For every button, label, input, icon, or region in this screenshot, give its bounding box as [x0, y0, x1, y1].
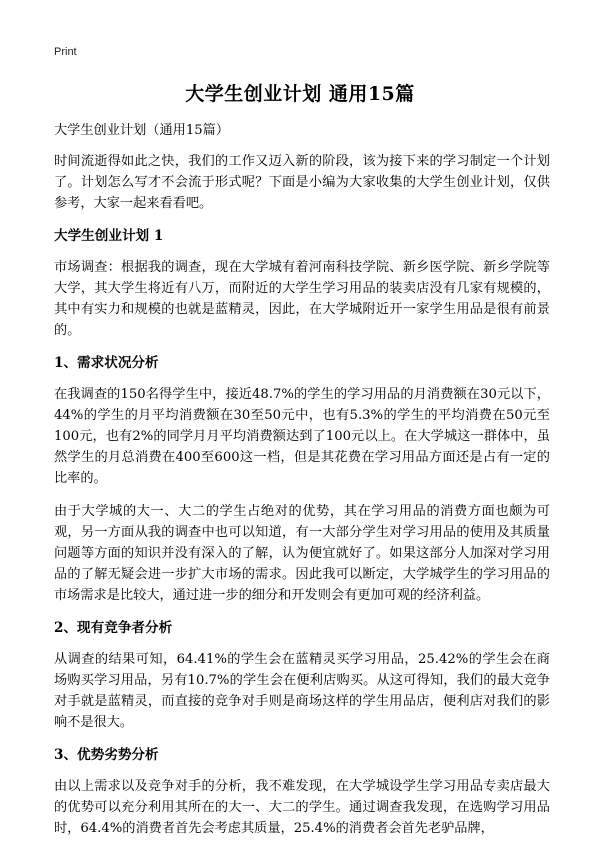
section-heading-plan-1: 大学生创业计划 1 — [54, 228, 164, 244]
document-subtitle: 大学生创业计划（通用15篇） — [54, 123, 230, 138]
competitors-paragraph: 从调查的结果可知，64.41%的学生会在蓝精灵买学习用品，25.42%的学生会在商场购买学习用品，另有10.7%的学生会在便利店购买。从这可得知，我们的最大竞争对手就是蓝精灵，而直接的竞争对手则是商场这样的学生用品店，便利店对我们的影响不是很大。 — [54, 652, 550, 730]
section-heading-competitors: 2、现有竞争者分析 — [54, 620, 173, 636]
page-title: 大学生创业计划 通用15篇 — [185, 83, 415, 105]
demand-paragraph-2: 由于大学城的大一、大二的学生占绝对的优势，其在学习用品的消费方面也颇为可观，另一方面从我的调查中也可以知道，有一大部分学生对学习用品的使用及其质量问题等方面的知识并没有深入的了解，认为便宜就好了。如果这部分人加深对学习用品的了解无疑会进一步扩大市场的需求。因此我可以断定，大学城学生的学习用品的市场需求是比较大，通过进一步的细分和开发则会有更加可观的经济利益。 — [54, 504, 550, 603]
demand-paragraph-1: 在我调查的150名得学生中，接近48.7%的学生的学习用品的月消费额在30元以下，44%的学生的月平均消费额在30至50元中，也有5.3%的学生的平均消费在50元至100元，也有2%的同学月月平均消费额达到了100元以上。在大学城这一群体中，虽然学生的月总消费在400至600这一档，但是其花费在学习用品方面还是占有一定的比率的。 — [54, 387, 550, 486]
market-survey-paragraph: 市场调查：根据我的调查，现在大学城有着河南科技学院、新乡医学院、新乡学院等大学，其大学生将近有八万，而附近的大学生学习用品的装卖店没有几家有规模的，其中有实力和规模的也就是蓝精灵，因此，在大学城附近开一家学生用品是很有前景的。 — [54, 260, 550, 338]
swot-paragraph: 由以上需求以及竞争对手的分析，我不难发现，在大学城设学生学习用品专卖店最大的优势可以充分利用其所在的大一、大二的学生。通过调查我发现，在选购学习用品时，64.4%的消费者首先会考虑其质量，25.4%的消费者会首先老驴品牌， — [54, 779, 550, 836]
section-heading-swot: 3、优势劣势分析 — [54, 747, 159, 763]
section-heading-demand: 1、需求状况分析 — [54, 355, 159, 371]
print-link[interactable]: Print — [54, 46, 77, 58]
intro-paragraph: 时间流逝得如此之快，我们的工作又迈入新的阶段，该为接下来的学习制定一个计划了。计划怎么写才不会流于形式呢？下面是小编为大家收集的大学生创业计划，仅供参考，大家一起来看看吧。 — [54, 154, 550, 211]
document-body — [54, 120, 550, 851]
